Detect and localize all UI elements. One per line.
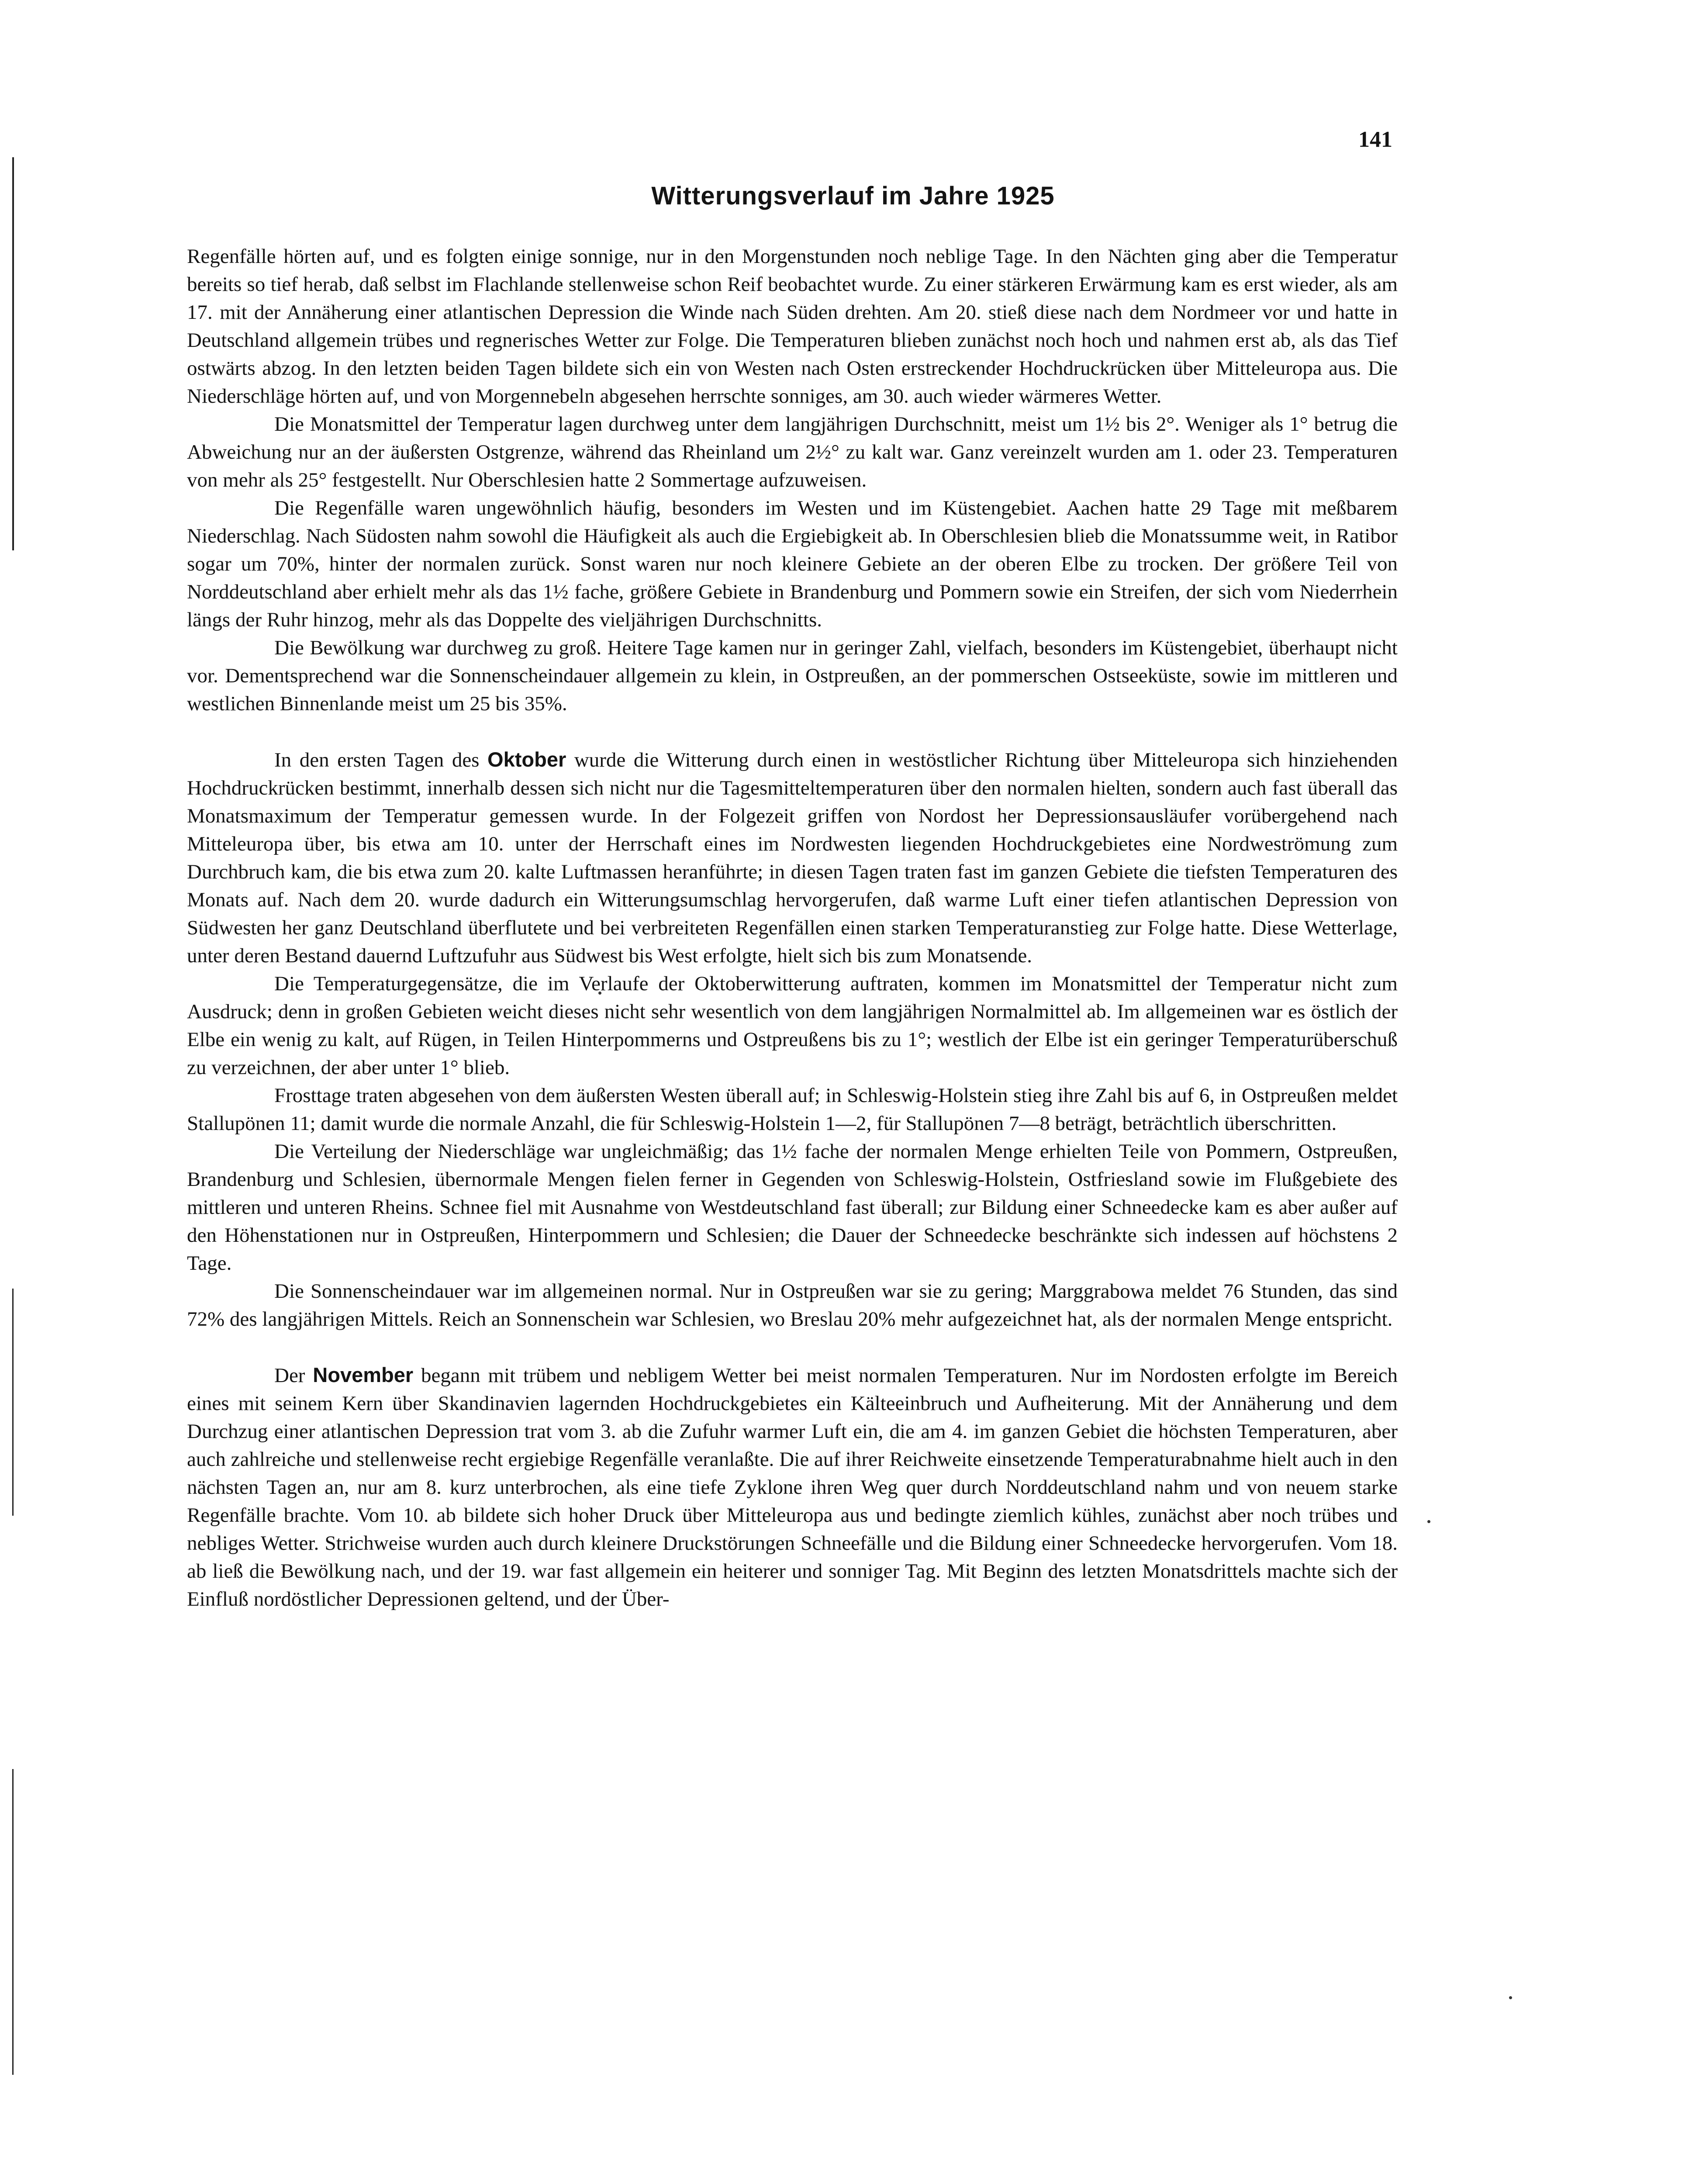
paragraph-october-sunshine: Die Sonnenscheindauer war im allgemeinen normal. Nur in Ostpreußen war sie zu gering; Marggrabowa meldet 76 Stunden, das sind 72% des langjährigen Mittels. Reich an Sonnenschein war Schlesien, wo Breslau 20% mehr aufgezeichnet hat, als der normalen Menge entspricht. xyxy=(187,1280,1398,1330)
paragraph-text: wurde die Witterung durch einen in westöstlicher Richtung über Mitteleuropa sich hinziehenden Hochdruckrücken bestimmt, innerhalb dessen sich nicht nur die Tagesmitteltemperaturen über den normalen hielten, sondern auch fast überall das Monatsmaximum der Temperatur gemessen wurde. In der Folgezeit griffen von Nordost her Depressionsausläufer vorübergehend nach Mitteleuropa über, bis etwa am 10. unter der Herrschaft eines im Nordwesten liegenden Hochdruckgebietes eine Nordweströmung zum Durchbruch kam, die bis etwa zum 20. kalte Luftmassen heranführte; in diesen Tagen traten fast im ganzen Gebiete die tiefsten Temperaturen des Monats auf. Nach dem 20. wurde dadurch ein Witterungsumschlag hervorgerufen, daß warme Luft einer tiefen atlantischen Depression von Südwesten her ganz Deutschland überflutete und bei verbreiteten Regenfällen einen starken Temperaturanstieg zur Folge hatte. Diese Wetterlage, unter deren Bestand dauernd Luftzufuhr aus Südwest bis West erfolgte, hielt sich bis zum Monatsende. xyxy=(187,749,1398,967)
scan-margin-line xyxy=(12,1289,14,1516)
paragraph-lead: Der xyxy=(274,1364,313,1387)
month-heading-october: Oktober xyxy=(487,748,566,771)
scan-margin-line xyxy=(12,157,14,550)
paragraph-september-cloudiness: Die Bewölkung war durchweg zu groß. Heitere Tage kamen nur in geringer Zahl, vielfach, besonders im Küstengebiet, überhaupt nicht vor. Dementsprechend war die Sonnenscheindauer allgemein zu klein, in Ostpreußen, an der pommerschen Ostseeküste, sowie im mittleren und westlichen Binnenlande meist um 25 bis 35%. xyxy=(187,636,1398,715)
month-heading-november: November xyxy=(313,1363,414,1386)
paragraph-september-rain: Regenfälle hörten auf, und es folgten einige sonnige, nur in den Morgenstunden noch neblige Tage. In den Nächten ging aber die Temperatur bereits so tief herab, daß selbst im Flachlande stellenweise schon Reif beobachtet wurde. Zu einer stärkeren Erwärmung kam es erst wieder, als am 17. mit der Annäherung einer atlantischen Depression die Winde nach Süden drehten. Am 20. stieß diese nach dem Nordmeer vor und hatte in Deutschland allgemein trübes und regnerisches Wetter zur Folge. Die Temperaturen blieben zunächst noch hoch und nahmen erst ab, als das Tief ostwärts abzog. In den letzten beiden Tagen bildete sich ein von Westen nach Osten erstreckender Hochdruckrücken über Mitteleuropa aus. Die Niederschläge hörten auf, und von Morgennebeln abgesehen herrschte sonniges, am 30. auch wieder wärmeres Wetter. xyxy=(187,245,1398,408)
page-number: 141 xyxy=(1358,127,1392,152)
paragraph-october-temperature: Die Temperaturgegensätze, die im Verlaufe der Oktoberwitterung auftraten, kommen im Monatsmittel der Temperatur nicht zum Ausdruck; denn in großen Gebieten weicht dieses nicht sehr wesentlich von dem langjährigen Normalmittel ab. Im allgemeinen war es östlich der Elbe ein wenig zu kalt, auf Rügen, in Teilen Hinterpommerns und Ostpreußens bis zu 1°; westlich der Elbe ist ein geringer Temperaturüberschuß zu verzeichnen, der aber unter 1° blieb. xyxy=(187,972,1398,1079)
article-body xyxy=(187,242,1398,1613)
paragraph-lead: In den ersten Tagen des xyxy=(274,749,488,771)
paragraph-october-frost: Frosttage traten abgesehen von dem äußersten Westen überall auf; in Schleswig-Holstein stieg ihre Zahl bis auf 6, in Ostpreußen meldet Stallupönen 11; damit wurde die normale Anzahl, die für Schleswig-Holstein 1—2, für Stallupönen 7—8 beträgt, beträchtlich überschritten. xyxy=(187,1084,1398,1135)
paragraph-november-overview xyxy=(187,1361,1398,1613)
scan-speck xyxy=(1509,1996,1512,1999)
paragraph-september-temperature: Die Monatsmittel der Temperatur lagen durchweg unter dem langjährigen Durchschnitt, meist um 1½ bis 2°. Weniger als 1° betrug die Abweichung nur an der äußersten Ostgrenze, während das Rheinland um 2½° zu kalt war. Ganz vereinzelt wurden am 1. oder 23. Temperaturen von mehr als 25° festgestellt. Nur Oberschlesien hatte 2 Sommertage aufzuweisen. xyxy=(187,413,1398,491)
paragraph-october-precipitation: Die Verteilung der Niederschläge war ungleichmäßig; das 1½ fache der normalen Menge erhielten Teile von Pommern, Ostpreußen, Brandenburg und Schlesien, übernormale Mengen fielen ferner in Gegenden von Schleswig-Holstein, Ostfriesland sowie im Flußgebiete des mittleren und unteren Rheins. Schnee fiel mit Ausnahme von Westdeutschland fast überall; zur Bildung einer Schneedecke kam es aber außer auf den Höhenstationen nur in Ostpreußen, Hinterpommern und Schlesien; die Dauer der Schneedecke beschränkte sich indessen auf höchstens 2 Tage. xyxy=(187,1140,1398,1275)
paragraph-september-precipitation: Die Regenfälle waren ungewöhnlich häufig, besonders im Westen und im Küstengebiet. Aachen hatte 29 Tage mit meßbarem Niederschlag. Nach Südosten nahm sowohl die Häufigkeit als auch die Ergiebigkeit ab. In Oberschlesien blieb die Monatssumme weit, in Ratibor sogar um 70%, hinter der normalen zurück. Sonst waren nur noch kleinere Gebiete an der oberen Elbe zu trocken. Der größere Teil von Norddeutschland aber erhielt mehr als das 1½ fache, größere Gebiete in Brandenburg und Pommern sowie ein Streifen, der sich vom Niederrhein längs der Ruhr hinzog, mehr als das Doppelte des vieljährigen Durchschnitts. xyxy=(187,497,1398,631)
paragraph-text: begann mit trübem und nebligem Wetter bei meist normalen Temperaturen. Nur im Nordosten erfolgte im Bereich eines mit seinem Kern über Skandinavien lagernden Hochdruckgebietes ein Kälteeinbruch und Aufheiterung. Mit der Annäherung und dem Durchzug einer atlantischen Depression trat vom 3. ab die Zufuhr warmer Luft ein, die am 4. im ganzen Gebiet die höchsten Temperaturen, aber auch zahlreiche und stellenweise recht ergiebige Regenfälle veranlaßte. Die auf ihrer Reichweite einsetzende Temperaturabnahme hielt auch in den nächsten Tagen an, nur am 8. kurz unterbrochen, als eine tiefe Zyklone ihren Weg quer durch Norddeutschland nahm und von neuem starke Regenfälle brachte. Vom 10. ab bildete sich hoher Druck über Mitteleuropa aus und bedingte ziemlich kühles, zunächst aber noch trübes und nebliges Wetter. Strichweise wurden auch durch kleinere Druckstörungen Schneefälle und die Bildung einer Schneedecke hervorgerufen. Vom 18. ab ließ die Bewölkung nach, und der 19. war fast allgemein ein heiterer und sonniger Tag. Mit Beginn des letzten Monatsdrittels machte sich der Einfluß nordöstlicher Depressionen geltend, und der Über- xyxy=(187,1364,1398,1610)
page-title: Witterungsverlauf im Jahre 1925 xyxy=(651,182,1055,210)
paragraph-october-overview xyxy=(187,746,1398,970)
scan-speck xyxy=(1427,1520,1430,1523)
scan-margin-line xyxy=(12,1769,14,2075)
